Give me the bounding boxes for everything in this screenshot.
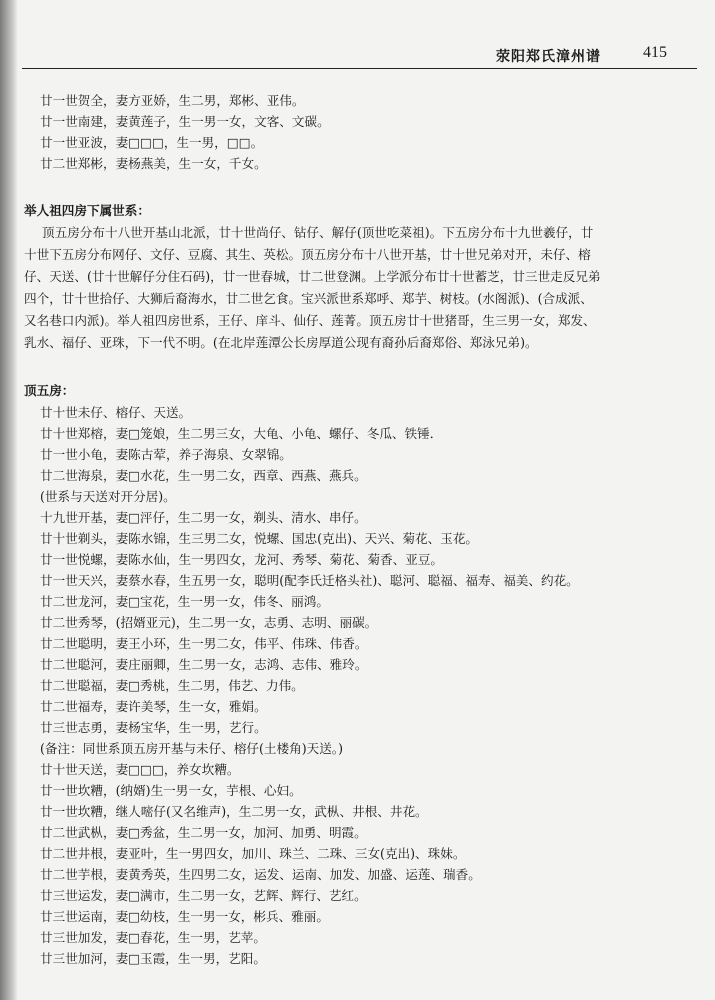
- genealogy-entry: 廿十世郑榕，妻□笼娘，生二男三女，大龟、小龟、螺仔、冬瓜、铁锤．: [40, 426, 443, 441]
- genealogy-entry: 廿二世龙河，妻□宝花，生一男一女，伟冬、丽鸿。: [40, 594, 329, 609]
- branch-section: [24, 200, 699, 354]
- genealogy-entry: 廿一世南建，妻黄莲子，生一男一女，文客、文碳。: [40, 114, 330, 129]
- paragraph-line: 顶五房分布十八世开基山北派，廿十世尚仔、钻仔、解仔(顶世吃菜祖)。下五房分布十九世羲仔，廿: [42, 225, 594, 240]
- genealogy-entry: 廿二世井根，妻亚叶，生一男四女，加川、珠兰、二珠、三女(克出)、珠妹。: [40, 846, 466, 861]
- genealogy-entry: 廿二世芋根，妻黄秀英，生四男二女，运发、运南、加发、加盛、运莲、瑞香。: [40, 867, 481, 882]
- genealogy-entry: 廿二世聪福，妻□秀桃，生二男，伟艺、力伟。: [40, 678, 304, 693]
- genealogy-entry: 廿三世运发，妻□满市，生二男一女，艺辉、辉行、艺红。: [40, 888, 367, 903]
- genealogy-entry: (世系与天送对开分居)。: [40, 489, 176, 504]
- genealogy-entry: 廿一世悦螺，妻陈水仙，生一男四女，龙河、秀琴、菊花、菊香、亚豆。: [40, 552, 443, 567]
- genealogy-entry: 廿十世未仔、榕仔、天送。: [40, 405, 192, 420]
- running-title: 荥阳郑氏漳州谱: [496, 49, 601, 65]
- genealogy-entry: 廿一世亚波，妻□□□，生一男，□□。: [40, 135, 264, 150]
- paragraph-line: 四个，廿十世拾仔、大狮后裔海水，廿二世乞食。宝兴派世系郑呼、郑芋、树枝。(水阁派)、(合成派、: [24, 291, 593, 306]
- genealogy-entry: 廿十世剃头，妻陈水锦，生三男二女，悦螺、国忠(克出)、天兴、菊花、玉花。: [40, 531, 479, 546]
- genealogy-entry: 廿二世秀琴，(招婿亚元)，生二男一女，志勇、志明、丽碳。: [40, 615, 378, 630]
- genealogy-entry: 廿一世小龟，妻陈古荤，养子海泉、女翠锦。: [40, 447, 292, 462]
- page-number: 415: [643, 44, 667, 61]
- genealogy-entry: 廿一世坎糟，(纳婿)生一男一女，芋根、心妇。: [40, 783, 302, 798]
- top-entries: [24, 90, 699, 174]
- genealogy-entry: 廿二世聪明，妻王小环，生一男二女，伟平、伟珠、伟香。: [40, 636, 368, 651]
- dingwu-entries: [24, 402, 699, 969]
- section-heading: 顶五房：: [24, 383, 75, 398]
- genealogy-entry: 廿二世福寿，妻许美琴，生一女，雅娟。: [40, 699, 267, 714]
- genealogy-entry: (备注：同世系顶五房开基与未仔、榕仔(土楼角)天送。): [40, 741, 344, 756]
- dingwu-section: [24, 380, 699, 969]
- genealogy-entry: 廿三世加河，妻□玉霞，生一男，艺阳。: [40, 951, 266, 966]
- section-heading: 举人祖四房下属世系：: [24, 203, 150, 218]
- genealogy-entry: 廿一世天兴，妻蔡水春，生五男一女，聪明(配李氏迁格头社)、聪河、聪福、福寿、福美、约花。: [40, 573, 579, 588]
- page-binding-shadow: [0, 0, 18, 1000]
- genealogy-entry: 廿三世运南，妻□幼枝，生一男一女，彬兵、雅丽。: [40, 909, 329, 924]
- genealogy-entry: 廿二世郑彬，妻杨燕美，生一女，千女。: [40, 156, 267, 171]
- paragraph-line: 又名巷口内派)。举人祖四房世系，王仔、庠斗、仙仔、莲菁。顶五房廿十世猪哥，生三男一女，郑发、: [24, 313, 596, 328]
- paragraph-line: 乳水、福仔、亚珠，下一代不明。(在北岸莲潭公长房厚道公现有裔孙后裔郑俗、郑泳兄弟)。: [24, 335, 538, 350]
- genealogy-entry: 廿一世坎糟，继人嘧仔(又名维声)，生二男一女，武枞、井根、井花。: [40, 804, 428, 819]
- page-header: [22, 42, 697, 69]
- page-body: [24, 90, 699, 969]
- genealogy-entry: 廿一世贺全，妻方亚娇，生二男，郑彬、亚伟。: [40, 93, 305, 108]
- genealogy-entry: 廿三世加发，妻□春花，生一男，艺苹。: [40, 930, 266, 945]
- paragraph-line: 仔、天送、(廿十世解仔分住石码)，廿一世春城，廿二世登渊。上学派分布廿十世蓄芝，廿三世走反兄弟: [24, 269, 601, 284]
- genealogy-entry: 十九世开基，妻□泙仔，生二男一女，剃头、清水、串仔。: [40, 510, 367, 525]
- genealogy-entry: 廿二世海泉，妻□水花，生一男二女，西章、西燕、燕兵。: [40, 468, 367, 483]
- paragraph-line: 十世下五房分布网仔、文仔、豆腐、其生、英松。顶五房分布十八世开基，廿十世兄弟对开，未仔、榕: [24, 247, 591, 262]
- genealogy-entry: 廿十世天送，妻□□□，养女坎糟。: [40, 762, 240, 777]
- genealogy-entry: 廿三世志勇，妻杨宝华，生一男，艺行。: [40, 720, 267, 735]
- genealogy-entry: 廿二世武枞，妻□秀盆，生二男一女，加河、加勇、明霞。: [40, 825, 367, 840]
- genealogy-entry: 廿二世聪河，妻庄丽卿，生二男一女，志鸿、志伟、雅玲。: [40, 657, 368, 672]
